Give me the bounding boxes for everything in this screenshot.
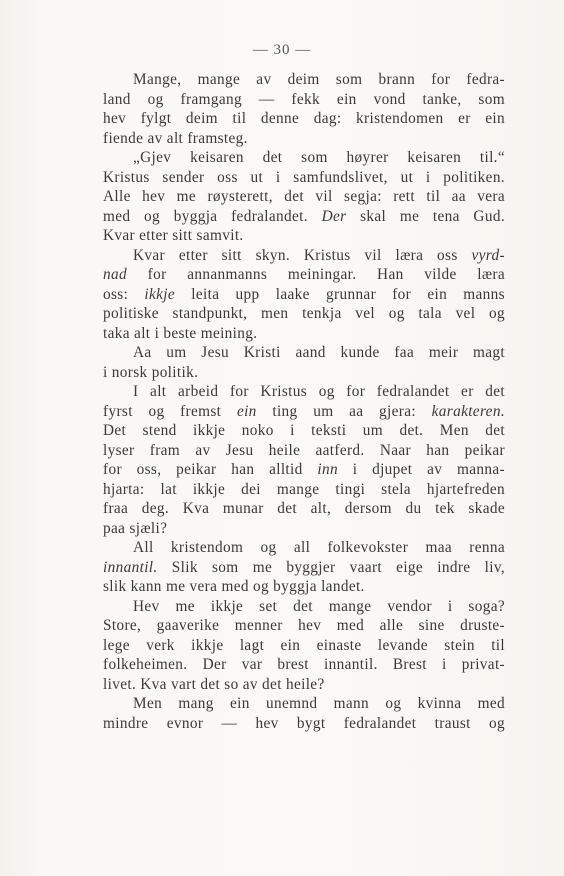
- text-line: [103, 90, 505, 110]
- text-line: [103, 519, 505, 539]
- text-segment: Hev me ikkje set det mange vendor i soga?: [133, 597, 505, 615]
- text-line: [103, 226, 505, 246]
- text-segment: hev fylgt deim til denne dag: kristendomen er ein: [103, 110, 505, 127]
- text-line: [103, 577, 505, 597]
- page-number: — 30 —: [252, 42, 312, 58]
- text-segment: taka alt i beste meining.: [103, 324, 258, 342]
- italic-text: karakteren.: [431, 402, 505, 420]
- italic-text: inn: [317, 461, 338, 478]
- text-line: [103, 714, 505, 734]
- text-segment: for oss, peikar han alltid: [103, 461, 318, 478]
- text-segment: folkeheimen. Der var brest innantil. Brest i privat-: [103, 656, 505, 673]
- text-line: [103, 70, 505, 90]
- text-line: [103, 246, 505, 266]
- text-segment: „Gjev keisaren det som høyrer keisaren til.“: [133, 149, 505, 166]
- text-segment: I alt arbeid for Kristus og for fedralandet er det: [133, 383, 505, 400]
- text-line: [103, 129, 505, 149]
- italic-text: innantil.: [103, 558, 158, 576]
- text-line: [103, 480, 505, 500]
- text-segment: med og byggja fedralandet.: [103, 207, 322, 225]
- text-segment: All kristendom og all folkevokster maa renna: [133, 539, 505, 556]
- italic-text: ikkje: [144, 285, 176, 303]
- text-segment: Mange, mange av deim som brann for fedra-: [133, 71, 505, 88]
- text-segment: oss:: [103, 285, 145, 303]
- text-line: [103, 675, 505, 695]
- text-segment: i norsk politik.: [103, 363, 199, 381]
- text-segment: Kvar etter sitt skyn. Kristus vil læra oss: [133, 246, 472, 264]
- text-line: [103, 558, 505, 578]
- text-segment: fiende av alt framsteg.: [103, 129, 248, 147]
- italic-text: nad: [103, 266, 127, 283]
- text-line: [103, 148, 505, 168]
- italic-text: Der: [321, 207, 347, 225]
- text-segment: Kvar etter sitt samvit.: [103, 227, 244, 244]
- text-line: [103, 597, 505, 617]
- text-line: [103, 402, 505, 422]
- text-segment: fyrst og fremst: [103, 402, 237, 420]
- text-line: [103, 265, 505, 285]
- text-line: [103, 460, 505, 480]
- text-segment: Aa um Jesu Kristi aand kunde faa meir magt: [133, 344, 505, 361]
- italic-text: ein: [236, 402, 257, 420]
- text-line: [103, 207, 505, 227]
- italic-text: vyrd-: [471, 246, 505, 264]
- text-line: [103, 343, 505, 363]
- text-segment: Kristus sender oss ut i samfundslivet, ut i politiken.: [103, 168, 505, 186]
- text-segment: land og framgang — fekk ein vond tanke, som: [103, 90, 505, 108]
- body-text: [103, 70, 505, 733]
- text-segment: slik kann me vera med og byggja landet.: [103, 578, 365, 595]
- text-line: [103, 187, 505, 207]
- text-line: [103, 636, 505, 656]
- text-line: [103, 382, 505, 402]
- text-segment: livet. Kva vart det so av det heile?: [103, 675, 325, 693]
- text-line: [103, 324, 505, 344]
- text-segment: i djupet av manna-: [337, 461, 505, 478]
- text-line: [103, 363, 505, 383]
- text-line: [103, 694, 505, 714]
- text-segment: Alle hev me røysterett, det vil segja: rett til aa vera: [103, 188, 505, 205]
- text-line: [103, 655, 505, 675]
- text-line: [103, 499, 505, 519]
- text-segment: Store, gaaverike menner hev med alle sine druste-: [103, 617, 505, 634]
- text-segment: for annanmanns meiningar. Han vilde læra: [127, 266, 505, 283]
- text-segment: Men mang ein unemnd mann og kvinna med: [133, 695, 505, 712]
- text-segment: ting um aa gjera:: [256, 402, 432, 420]
- text-segment: fraa deg. Kva munar det alt, dersom du tek skade: [103, 500, 505, 517]
- text-segment: lege verk ikkje lagt ein einaste levande stein til: [103, 636, 505, 654]
- text-segment: lyser fram av Jesu heile aatferd. Naar han peikar: [103, 441, 505, 459]
- text-segment: skal me tena Gud.: [346, 207, 505, 225]
- text-line: [103, 168, 505, 188]
- text-line: [103, 109, 505, 129]
- text-line: [103, 441, 505, 461]
- text-segment: Slik som me byggjer vaart eige indre liv,: [157, 558, 505, 576]
- text-line: [103, 616, 505, 636]
- text-line: [103, 304, 505, 324]
- text-line: [103, 285, 505, 305]
- text-segment: leita upp laake grunnar for ein manns: [175, 285, 505, 303]
- text-segment: hjarta: lat ikkje dei mange tingi stela hjartefreden: [103, 480, 505, 498]
- text-segment: Det stend ikkje noko i teksti um det. Men det: [103, 422, 505, 439]
- text-segment: mindre evnor — hev bygt fedralandet traust og: [103, 714, 505, 732]
- text-segment: politiske standpunkt, men tenkja vel og tala vel og: [103, 305, 505, 322]
- text-line: [103, 421, 505, 441]
- text-segment: paa sjæli?: [103, 519, 168, 537]
- text-line: [103, 538, 505, 558]
